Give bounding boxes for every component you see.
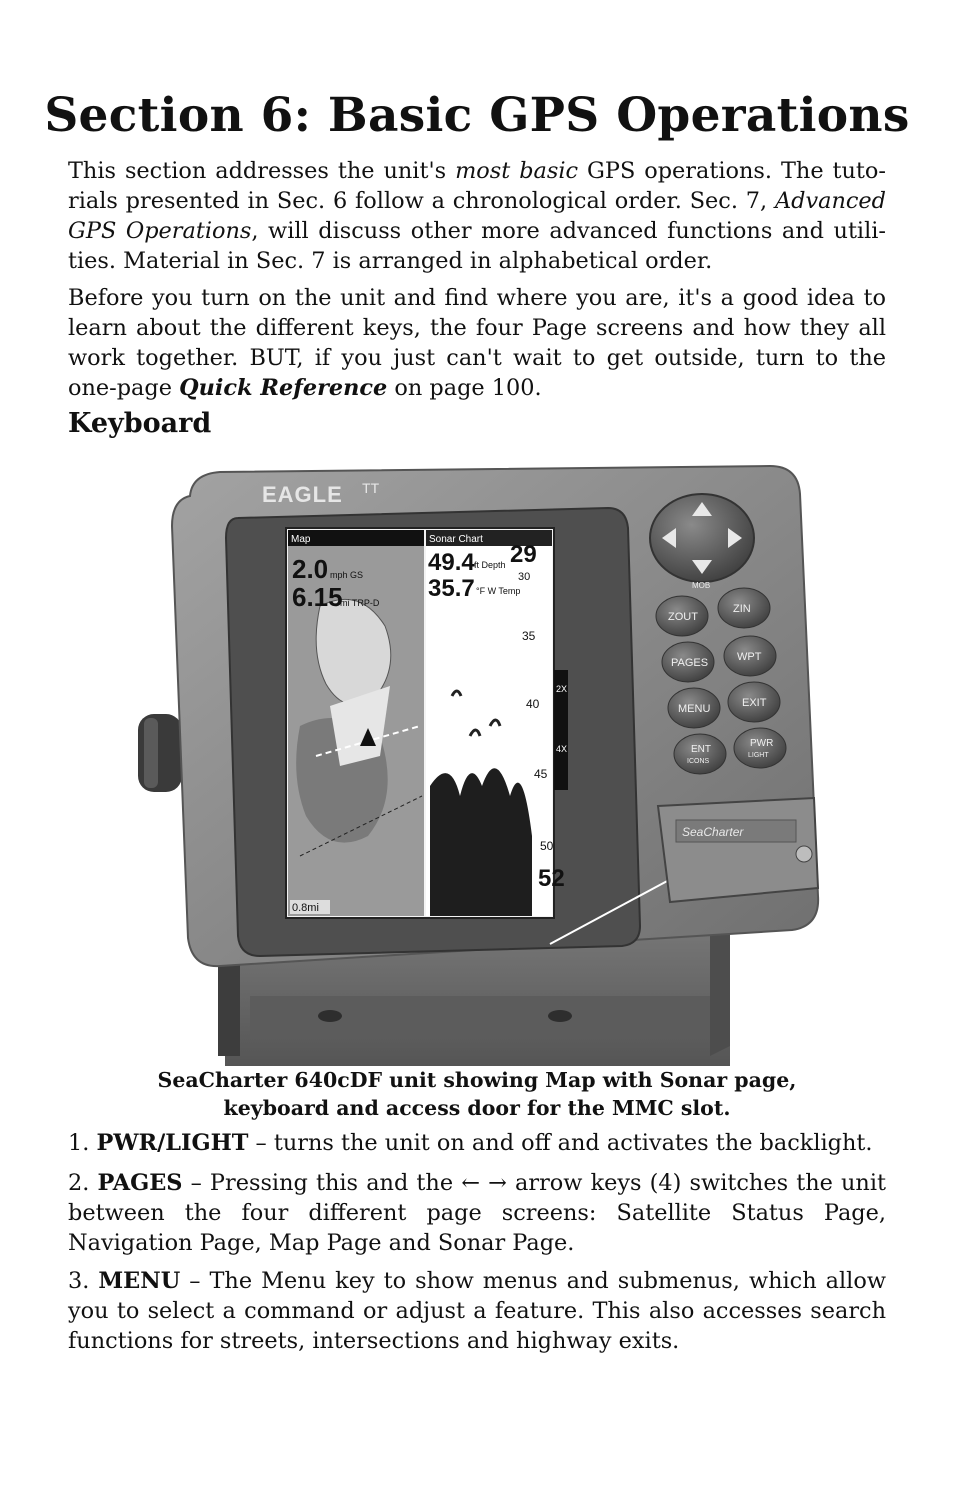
zout-key-label: ZOUT bbox=[668, 611, 698, 623]
map-scale: 0.8mi bbox=[292, 902, 319, 914]
list-item bbox=[68, 1128, 886, 1158]
list-item-text: – The Menu key to show menus and submenus, which allow you to select a command or adjust a feature. This also accesses search functions for streets, intersections and highway exits. bbox=[68, 1268, 886, 1354]
zin-key[interactable] bbox=[718, 588, 770, 628]
side-knob[interactable] bbox=[138, 714, 182, 792]
light-key-label: LIGHT bbox=[748, 752, 769, 759]
pwr-key-label: PWR bbox=[750, 738, 774, 749]
trp-unit: mi TRP-D bbox=[340, 598, 380, 608]
scale-45: 45 bbox=[534, 767, 548, 781]
exit-key[interactable] bbox=[728, 682, 780, 722]
exit-key-label: EXIT bbox=[742, 697, 767, 709]
scale-30: 30 bbox=[518, 571, 531, 583]
scale-40: 40 bbox=[526, 697, 540, 711]
intro-emphasis: most basic bbox=[455, 158, 579, 184]
speed-unit: mph GS bbox=[330, 570, 364, 580]
list-item-key: PWR/LIGHT bbox=[96, 1130, 249, 1156]
figure-caption bbox=[0, 1066, 954, 1122]
device-screen bbox=[286, 528, 568, 918]
intro-emphasis: Advanced GPS Operations bbox=[68, 188, 886, 244]
depth-unit: ft Depth bbox=[474, 560, 506, 570]
menu-key-label: MENU bbox=[678, 703, 711, 715]
intro-text-part: , will discuss other more advanced functions and utilities. Material in Sec. 7 is arranged in alphabetical order. bbox=[68, 218, 886, 274]
intro-text-part: Before you turn on the unit and find where you are, it's a good idea to learn about the different keys, the four Page screens and how they all work together. BUT, if you just can't wait to get outside, turn to the one-page bbox=[68, 285, 886, 401]
list-item bbox=[68, 1266, 886, 1356]
zout-key[interactable] bbox=[656, 596, 708, 636]
zoom-4x: 4X bbox=[556, 744, 568, 754]
intro-paragraph-1 bbox=[68, 156, 886, 276]
sonar-header: Sonar Chart bbox=[429, 534, 483, 545]
intro-text-part: GPS operations. The tutorials presented in Sec. 6 follow a chronological order. Sec. 7, bbox=[68, 158, 886, 214]
mob-label: MOB bbox=[692, 581, 711, 590]
pwr-light-key[interactable] bbox=[734, 728, 786, 768]
list-item-key: MENU bbox=[98, 1268, 181, 1294]
scale-35: 35 bbox=[522, 629, 536, 643]
caption-line-2: keyboard and access door for the MMC slot. bbox=[223, 1096, 731, 1120]
list-item-number: 1. bbox=[68, 1130, 97, 1156]
speed-value: 2.0 bbox=[292, 554, 329, 584]
map-header: Map bbox=[291, 534, 311, 545]
icons-key-label: ICONS bbox=[687, 758, 710, 765]
depth-big: 29 bbox=[510, 541, 537, 568]
trp-value: 6.15 bbox=[292, 582, 343, 612]
page-title: Section 6: Basic GPS Operations bbox=[44, 88, 910, 143]
ent-key-label: ENT bbox=[691, 744, 711, 755]
list-item-text: – Pressing this and the ← → arrow keys (4) switches the unit between the four different page screens: Satellite Status Page, Navigation Page, Map Page and Sonar Page. bbox=[68, 1170, 887, 1256]
menu-key[interactable] bbox=[668, 688, 720, 728]
scale-50: 50 bbox=[540, 839, 554, 853]
mmc-access-door[interactable] bbox=[658, 798, 818, 902]
door-screw-icon[interactable] bbox=[796, 846, 812, 862]
depth-value: 49.4 bbox=[428, 549, 475, 576]
brand-logo-mark: ᵀᵀ bbox=[362, 481, 380, 503]
pages-key[interactable] bbox=[662, 642, 714, 682]
list-item-number: 3. bbox=[68, 1268, 99, 1294]
direction-pad[interactable] bbox=[650, 494, 754, 582]
list-item-number: 2. bbox=[68, 1170, 98, 1196]
list-item bbox=[68, 1168, 886, 1258]
zoom-2x: 2X bbox=[556, 684, 568, 694]
zin-key-label: ZIN bbox=[733, 603, 751, 615]
intro-paragraph-2 bbox=[68, 283, 886, 403]
intro-text-part: on page 100. bbox=[387, 375, 542, 401]
list-item-text: – turns the unit on and off and activates the backlight. bbox=[248, 1130, 873, 1156]
caption-line-1: SeaCharter 640cDF unit showing Map with Sonar page, bbox=[157, 1068, 797, 1092]
temp-value: 35.7 bbox=[428, 575, 475, 602]
depth-bottom: 52 bbox=[538, 865, 565, 892]
temp-unit: °F W Temp bbox=[476, 586, 521, 596]
wpt-key-label: WPT bbox=[737, 651, 762, 663]
quick-reference-link-text: Quick Reference bbox=[179, 375, 388, 401]
brand-logo: EAGLE bbox=[262, 482, 343, 507]
device-photo bbox=[130, 456, 830, 1066]
intro-text-part: This section addresses the unit's bbox=[68, 158, 456, 184]
door-label: SeaCharter bbox=[682, 825, 744, 839]
section-heading-keyboard: Keyboard bbox=[68, 408, 212, 439]
list-item-key: PAGES bbox=[97, 1170, 183, 1196]
ent-icons-key[interactable] bbox=[674, 734, 726, 774]
wpt-key[interactable] bbox=[724, 636, 776, 676]
pages-key-label: PAGES bbox=[671, 657, 709, 669]
